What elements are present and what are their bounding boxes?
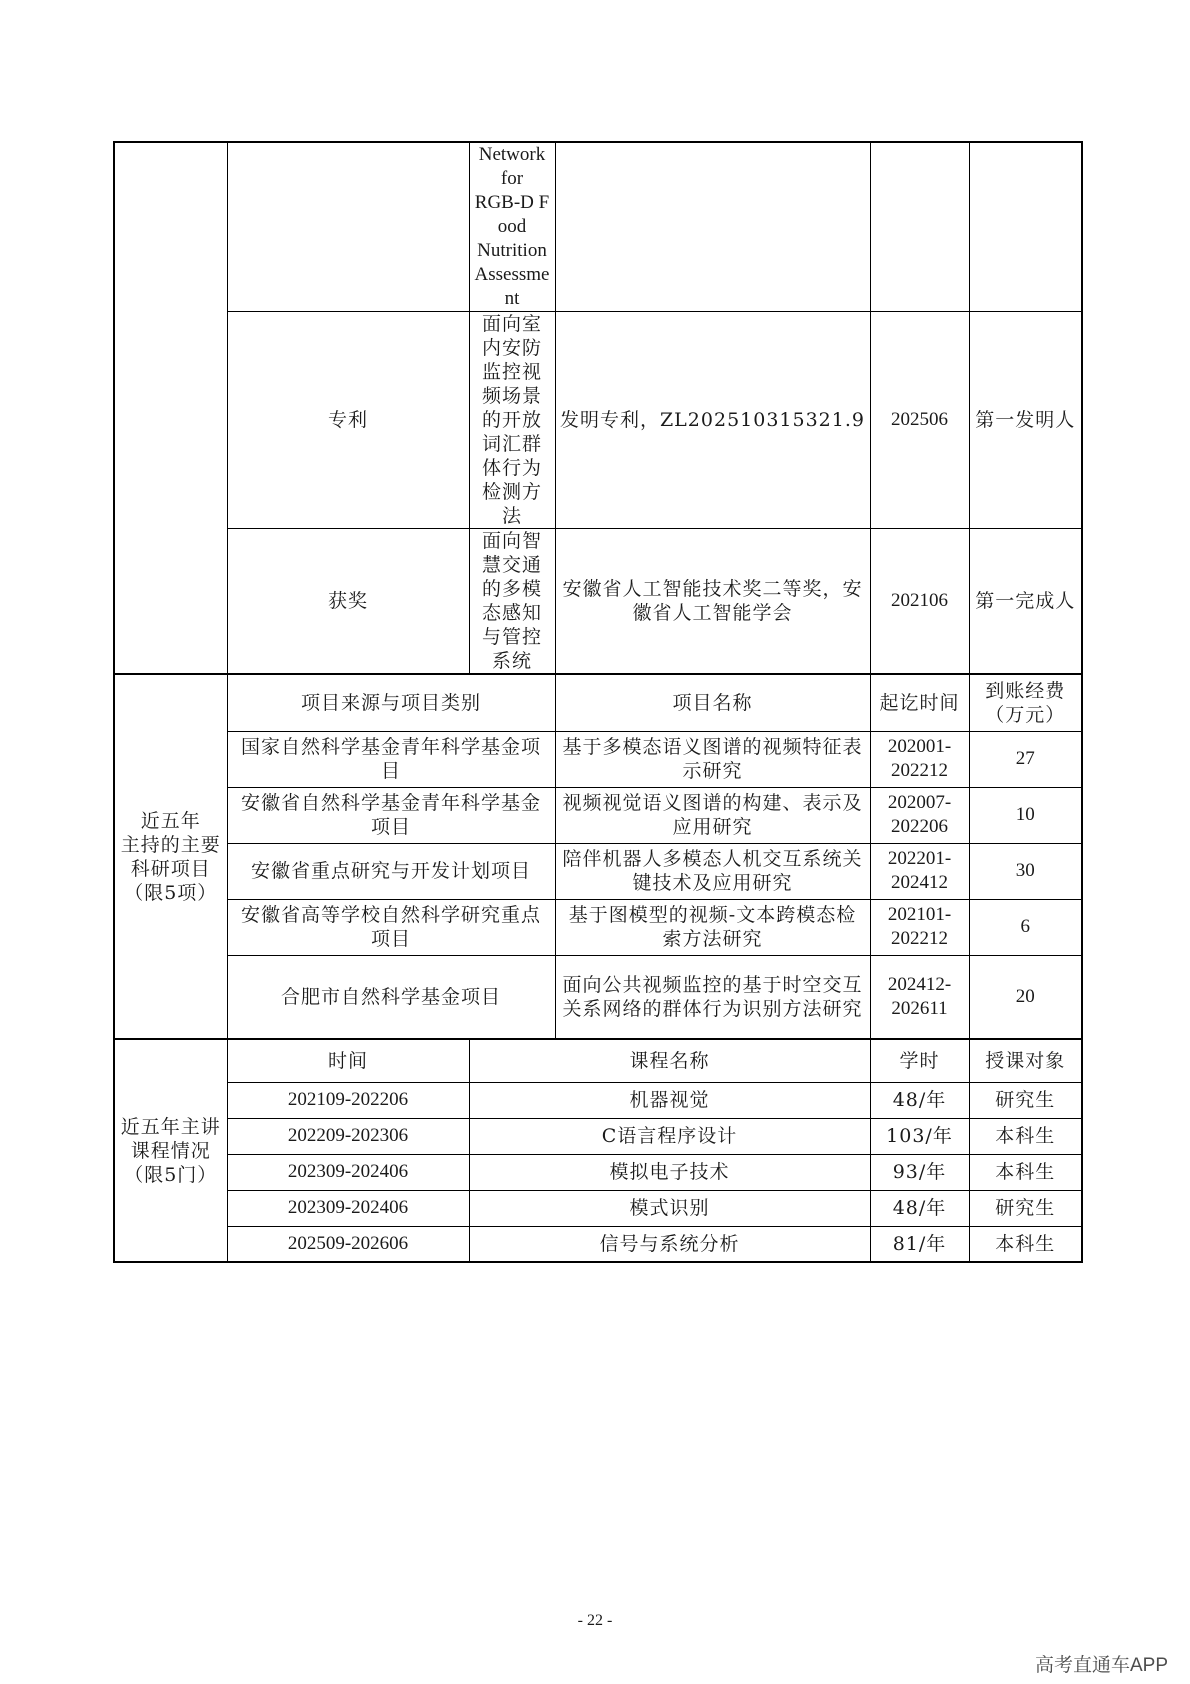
- course-name: 机器视觉: [469, 1082, 870, 1118]
- achievement-date: 202106: [870, 529, 969, 675]
- projects-header-source: 项目来源与项目类别: [227, 674, 555, 731]
- course-time: 202209-202306: [227, 1118, 469, 1154]
- course-audience: 研究生: [969, 1082, 1082, 1118]
- course-audience: 本科生: [969, 1118, 1082, 1154]
- course-name: C语言程序设计: [469, 1118, 870, 1154]
- courses-section-label: 近五年主讲 课程情况 （限5门）: [114, 1039, 227, 1262]
- course-time: 202309-202406: [227, 1154, 469, 1190]
- project-source: 国家自然科学基金青年科学基金项目: [227, 731, 555, 787]
- resume-table: [113, 141, 1083, 1263]
- project-row: [114, 899, 1082, 955]
- course-hours: 48/年: [870, 1190, 969, 1226]
- projects-header-row: [114, 674, 1082, 731]
- course-name: 模拟电子技术: [469, 1154, 870, 1190]
- project-name: 基于图模型的视频-文本跨模态检索方法研究: [555, 899, 870, 955]
- achievement-role: 第一完成人: [969, 529, 1082, 675]
- project-funding: 30: [969, 843, 1082, 899]
- project-row: [114, 787, 1082, 843]
- course-hours: 48/年: [870, 1082, 969, 1118]
- project-funding: 10: [969, 787, 1082, 843]
- projects-header-name: 项目名称: [555, 674, 870, 731]
- achievement-title: 面向智慧交通的多模态感知与管控系统: [469, 529, 555, 675]
- project-period: 202007- 202206: [870, 787, 969, 843]
- project-name: 视频视觉语义图谱的构建、表示及应用研究: [555, 787, 870, 843]
- course-row: [114, 1154, 1082, 1190]
- achievement-role: 第一发明人: [969, 312, 1082, 529]
- course-name: 信号与系统分析: [469, 1226, 870, 1262]
- achievement-category-cell: [227, 142, 469, 312]
- project-source: 合肥市自然科学基金项目: [227, 955, 555, 1039]
- achievements-section-label: [114, 142, 227, 674]
- project-source: 安徽省高等学校自然科学研究重点项目: [227, 899, 555, 955]
- course-audience: 研究生: [969, 1190, 1082, 1226]
- course-hours: 93/年: [870, 1154, 969, 1190]
- course-row: [114, 1082, 1082, 1118]
- achievement-title-cell: Network for RGB-D Food Nutrition Assessment: [469, 142, 555, 312]
- project-row: [114, 731, 1082, 787]
- course-audience: 本科生: [969, 1154, 1082, 1190]
- course-hours: 103/年: [870, 1118, 969, 1154]
- achievement-detail: 发明专利，ZL202510315321.9: [555, 312, 870, 529]
- project-period: 202201- 202412: [870, 843, 969, 899]
- project-funding: 20: [969, 955, 1082, 1039]
- achievement-detail: 安徽省人工智能技术奖二等奖，安徽省人工智能学会: [555, 529, 870, 675]
- achievement-category: 专利: [227, 312, 469, 529]
- project-name: 陪伴机器人多模态人机交互系统关键技术及应用研究: [555, 843, 870, 899]
- app-watermark: 高考直通车APP: [1034, 1655, 1168, 1676]
- achievement-role-cell: [969, 142, 1082, 312]
- courses-header-name: 课程名称: [469, 1039, 870, 1082]
- course-time: 202109-202206: [227, 1082, 469, 1118]
- course-hours: 81/年: [870, 1226, 969, 1262]
- course-time: 202309-202406: [227, 1190, 469, 1226]
- project-source: 安徽省自然科学基金青年科学基金项目: [227, 787, 555, 843]
- achievement-date: 202506: [870, 312, 969, 529]
- projects-header-funding: 到账经费（万元）: [969, 674, 1082, 731]
- courses-header-hours: 学时: [870, 1039, 969, 1082]
- projects-section-label: 近五年 主持的主要 科研项目 （限5项）: [114, 674, 227, 1039]
- achievement-continuation-row: [114, 142, 1082, 312]
- achievement-row: [114, 529, 1082, 675]
- courses-header-audience: 授课对象: [969, 1039, 1082, 1082]
- project-row: [114, 955, 1082, 1039]
- projects-header-period: 起讫时间: [870, 674, 969, 731]
- course-name: 模式识别: [469, 1190, 870, 1226]
- achievement-date-cell: [870, 142, 969, 312]
- project-funding: 27: [969, 731, 1082, 787]
- course-row: [114, 1118, 1082, 1154]
- project-row: [114, 843, 1082, 899]
- course-row: [114, 1190, 1082, 1226]
- course-time: 202509-202606: [227, 1226, 469, 1262]
- achievement-detail-cell: [555, 142, 870, 312]
- achievement-category: 获奖: [227, 529, 469, 675]
- achievement-row: [114, 312, 1082, 529]
- course-audience: 本科生: [969, 1226, 1082, 1262]
- project-name: 面向公共视频监控的基于时空交互关系网络的群体行为识别方法研究: [555, 955, 870, 1039]
- courses-header-time: 时间: [227, 1039, 469, 1082]
- achievement-title: 面向室内安防监控视频场景的开放词汇群体行为检测方法: [469, 312, 555, 529]
- page-number: - 22 -: [577, 1612, 613, 1629]
- project-name: 基于多模态语义图谱的视频特征表示研究: [555, 731, 870, 787]
- project-period: 202101- 202212: [870, 899, 969, 955]
- project-funding: 6: [969, 899, 1082, 955]
- project-source: 安徽省重点研究与开发计划项目: [227, 843, 555, 899]
- course-row: [114, 1226, 1082, 1262]
- courses-header-row: [114, 1039, 1082, 1082]
- project-period: 202412- 202611: [870, 955, 969, 1039]
- project-period: 202001- 202212: [870, 731, 969, 787]
